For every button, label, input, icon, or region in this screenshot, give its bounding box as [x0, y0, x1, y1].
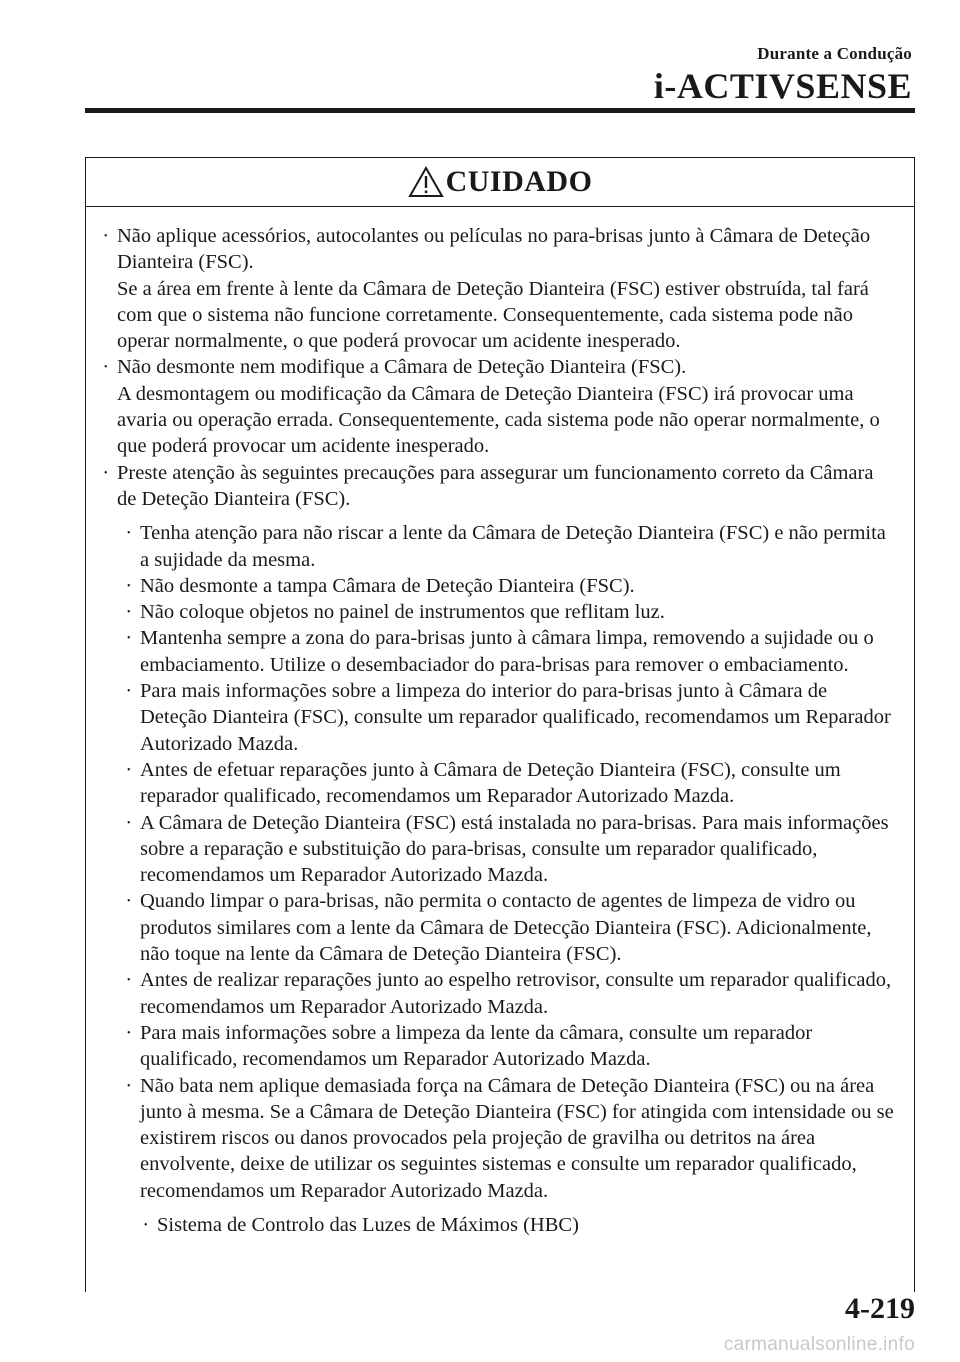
sub-list-item: • Não bata nem aplique demasiada força na Câmara de Deteção Dianteira (FSC) ou na área junto à mesma. Se a Câmara de Deteção Dianteira (FSC) for atingida com intensidade ou se existirem riscos ou danos provocados pela projeção de gravilha ou detritos na área envolvente, deixe de utilizar os seguintes sistemas e consulte um reparador qualificado, recomendamos um Reparador Autorizado Mazda. — [123, 1073, 896, 1204]
sub-list-item: • Quando limpar o para-brisas, não permita o contacto de agentes de limpeza de vidro ou produtos similares com a lente da Câmara de Detecção Dianteira (FSC). Adicionalmente, não toque na lente da Câmara de Deteção Dianteira (FSC). — [123, 888, 896, 967]
caution-content — [86, 207, 914, 1238]
caution-header — [86, 158, 914, 207]
list-item — [100, 354, 896, 459]
sub-sub-list — [140, 1212, 896, 1238]
chapter-title: i-ACTIVSENSE — [653, 66, 912, 106]
caution-title: CUIDADO — [445, 165, 593, 198]
sub-list-item: • Para mais informações sobre a limpeza do interior do para-brisas junto à Câmara de Deteção Dianteira (FSC), consulte um reparador qualificado, recomendamos um Reparador Autorizado Mazda. — [123, 678, 896, 757]
item-text: • Preste atenção às seguintes precauções para assegurar um funcionamento correto da Câmara de Deteção Dianteira (FSC). — [117, 461, 874, 510]
sub-list-item: • Mantenha sempre a zona do para-brisas junto à câmara limpa, removendo a sujidade ou o embaciamento. Utilize o desembaciador do para-brisas para remover o embaciamento. — [123, 625, 896, 678]
sub-list-item: • Não desmonte a tampa Câmara de Deteção Dianteira (FSC). — [123, 573, 896, 599]
sub-list — [123, 520, 896, 1204]
page-header — [654, 44, 912, 106]
sub-list-item: • A Câmara de Deteção Dianteira (FSC) está instalada no para-brisas. Para mais informações sobre a reparação e substituição do para-brisas, consulte um reparador qualificado, recomendamos um Reparador Autorizado Mazda. — [123, 810, 896, 889]
sub-list-item: • Antes de efetuar reparações junto à Câmara de Deteção Dianteira (FSC), consulte um reparador qualificado, recomendamos um Reparador Autorizado Mazda. — [123, 757, 896, 810]
header-rule — [85, 108, 915, 113]
item-detail: Se a área em frente à lente da Câmara de Deteção Dianteira (FSC) estiver obstruída, tal fará com que o sistema não funcione corretamente. Consequentemente, cada sistema pode não operar normalmente, o que poderá provocar um acidente inesperado. — [117, 277, 869, 353]
section-title: Durante a Condução — [757, 44, 912, 63]
warning-triangle-icon — [408, 166, 444, 198]
list-item — [100, 223, 896, 354]
page-number: 4-219 — [845, 1292, 915, 1325]
item-detail: A desmontagem ou modificação da Câmara de Deteção Dianteira (FSC) irá provocar uma avaria ou operação errada. Consequentemente, cada sistema pode não operar normalmente, o que poderá provocar um acidente inesperado. — [117, 382, 880, 458]
list-item — [100, 460, 896, 513]
sub-list-item: • Não coloque objetos no painel de instrumentos que reflitam luz. — [123, 599, 896, 625]
caution-box — [85, 157, 915, 1292]
item-text: • Não desmonte nem modifique a Câmara de Deteção Dianteira (FSC). — [117, 356, 687, 379]
watermark: carmanualsonline.info — [723, 1334, 915, 1355]
sub-list-item: • Tenha atenção para não riscar a lente da Câmara de Deteção Dianteira (FSC) e não permita a sujidade da mesma. — [123, 520, 896, 573]
sub-list-item: • Para mais informações sobre a limpeza da lente da câmara, consulte um reparador qualificado, recomendamos um Reparador Autorizado Mazda. — [123, 1020, 896, 1073]
sub-list-item: • Antes de realizar reparações junto ao espelho retrovisor, consulte um reparador qualificado, recomendamos um Reparador Autorizado Mazda. — [123, 967, 896, 1020]
sub-sub-list-item: • Sistema de Controlo das Luzes de Máximos (HBC) — [140, 1212, 896, 1238]
item-text: • Não aplique acessórios, autocolantes ou películas no para-brisas junto à Câmara de Deteção Dianteira (FSC). — [117, 225, 871, 274]
